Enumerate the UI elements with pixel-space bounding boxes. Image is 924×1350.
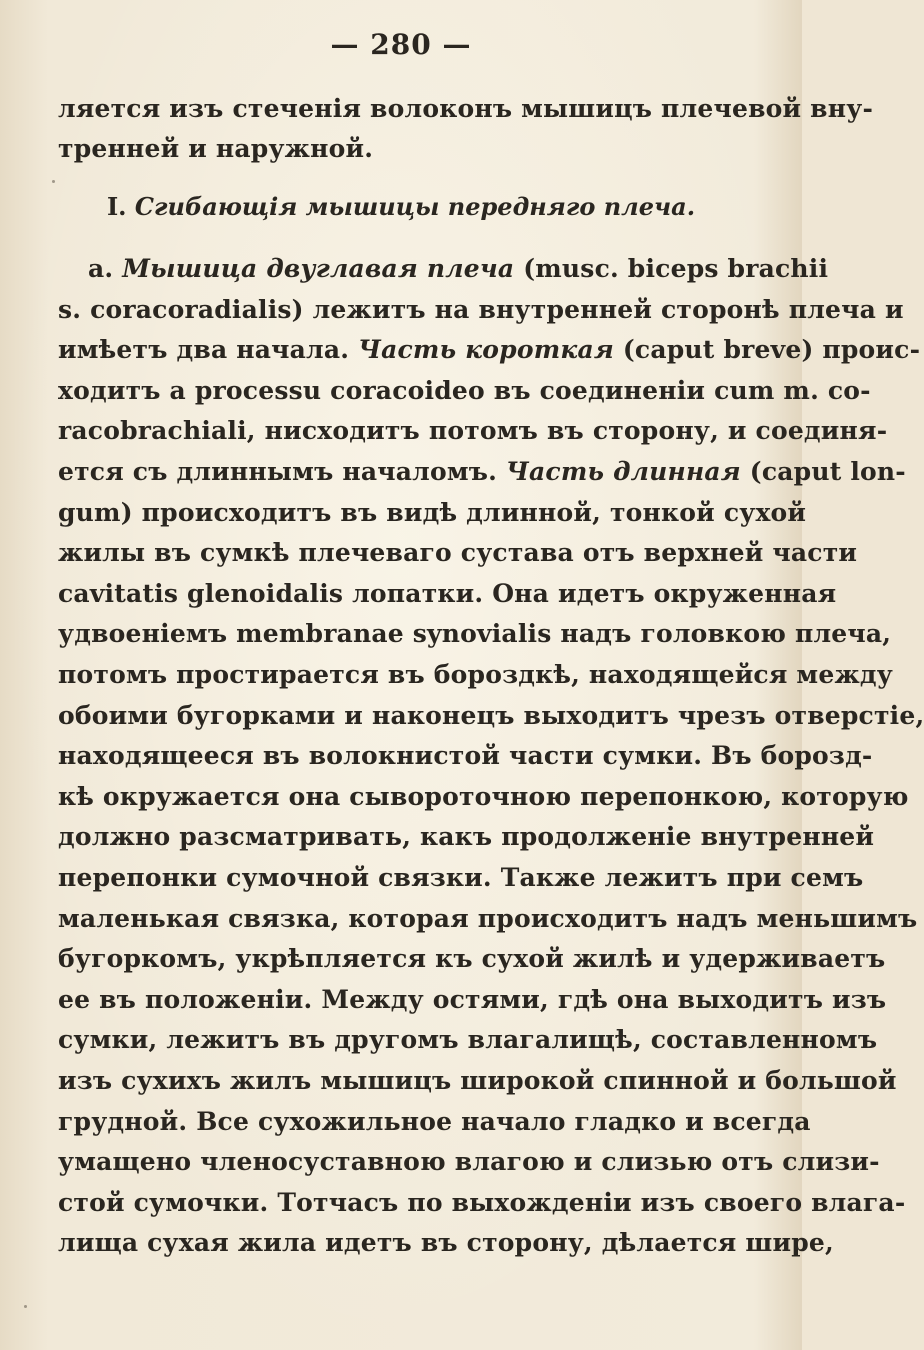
text-line: ляется изъ стеченія волоконъ мышицъ плечевой вну- xyxy=(58,94,874,123)
text-line xyxy=(58,902,918,936)
text-line xyxy=(58,780,909,814)
text-segment: находящееся въ волокнистой части сумки. Въ борозд- xyxy=(58,741,873,770)
text-segment: умащено членосуставною влагою и слизью отъ слизи- xyxy=(58,1147,880,1176)
italic-term: Часть длинная xyxy=(505,457,741,486)
text-line xyxy=(58,496,807,530)
text-line xyxy=(58,374,871,408)
text-segment: ется съ длиннымъ началомъ. xyxy=(58,457,506,486)
text-segment: gum) происходитъ въ видѣ длинной, тонкой сухой xyxy=(58,498,807,527)
text-line xyxy=(58,1105,811,1139)
text-line xyxy=(58,739,873,773)
text-line xyxy=(58,455,906,489)
text-segment: изъ сухихъ жилъ мышицъ широкой спинной и большой xyxy=(58,1066,897,1095)
section-numeral: I. xyxy=(106,192,127,221)
text-line xyxy=(58,942,886,976)
text-line xyxy=(58,536,858,570)
text-line xyxy=(58,820,875,854)
text-segment: обоими бугорками и наконецъ выходитъ чрезъ отверстіе, xyxy=(58,701,924,730)
text-line: тренней и наружной. xyxy=(58,134,374,163)
text-segment: имѣетъ два начала. xyxy=(58,335,359,364)
text-line xyxy=(58,577,837,611)
text-segment: стой сумочки. Тотчасъ по выхожденіи изъ своего влага- xyxy=(58,1188,906,1217)
text-segment: должно разсматривать, какъ продолженіе внутренней xyxy=(58,822,875,851)
text-line xyxy=(58,414,888,448)
italic-term: Часть короткая xyxy=(358,335,614,364)
text-segment: (caput breve) проис- xyxy=(614,335,921,364)
paper-speck xyxy=(52,180,55,183)
text-line xyxy=(58,333,921,367)
text-segment: маленькая связка, которая происходитъ надъ меньшимъ xyxy=(58,904,918,933)
text-line xyxy=(58,699,924,733)
text-segment: ходитъ a processu coracoideo въ соединеніи cum m. co- xyxy=(58,376,871,405)
text-segment: (caput lon- xyxy=(740,457,906,486)
text-line xyxy=(58,658,893,692)
text-segment: грудной. Все сухожильное начало гладко и всегда xyxy=(58,1107,811,1136)
text-line xyxy=(58,293,904,327)
text-segment: s. coracoradialis) лежитъ на внутренней сторонѣ плеча и xyxy=(58,295,904,324)
text-segment: бугоркомъ, укрѣпляется къ сухой жилѣ и удерживаетъ xyxy=(58,944,886,973)
italic-term: Мышица двуглавая плеча xyxy=(122,254,515,283)
text-segment: удвоеніемъ membranae synovialis надъ головкою плеча, xyxy=(58,619,892,648)
text-line xyxy=(58,861,864,895)
text-segment: лища сухая жила идетъ въ сторону, дѣлается шире, xyxy=(58,1228,834,1257)
text-segment: cavitatis glenoidalis лопатки. Она идетъ окруженная xyxy=(58,579,837,608)
page-number: — 280 — xyxy=(330,28,472,61)
text-segment: жилы въ сумкѣ плечеваго сустава отъ верхней части xyxy=(58,538,858,567)
text-segment: (musc. biceps brachii xyxy=(514,254,829,283)
text-segment: кѣ окружается она сывороточною перепонкою, которую xyxy=(58,782,909,811)
text-line xyxy=(88,252,829,286)
paper-speck xyxy=(24,1305,27,1308)
text-segment: а. xyxy=(88,254,123,283)
section-title: Сгибающія мышицы передняго плеча. xyxy=(134,192,696,221)
text-line xyxy=(58,1186,906,1220)
text-line xyxy=(58,1226,834,1260)
section-heading xyxy=(0,190,802,224)
text-line xyxy=(58,1145,880,1179)
text-segment: ее въ положеніи. Между остями, гдѣ она выходитъ изъ xyxy=(58,985,887,1014)
text-segment: сумки, лежитъ въ другомъ влагалищѣ, составленномъ xyxy=(58,1025,878,1054)
text-segment: перепонки сумочной связки. Также лежитъ при семъ xyxy=(58,863,864,892)
text-line xyxy=(58,1023,878,1057)
text-segment: racobrachiali, нисходитъ потомъ въ сторону, и соединя- xyxy=(58,416,888,445)
text-line xyxy=(58,1064,897,1098)
text-line xyxy=(58,983,887,1017)
text-segment: потомъ простирается въ бороздкѣ, находящейся между xyxy=(58,660,893,689)
text-line xyxy=(58,617,892,651)
